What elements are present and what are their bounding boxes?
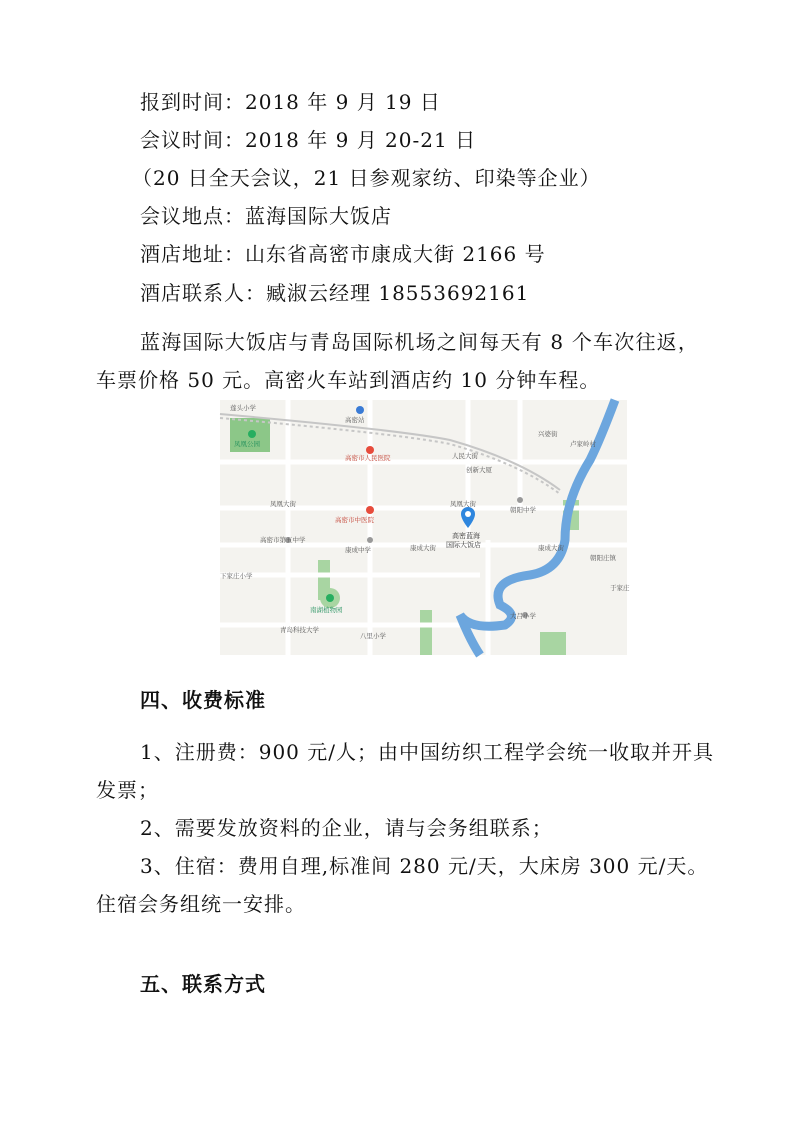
map-label-building: 创新大厦 [466,466,492,474]
hospital-icon-2 [366,506,374,514]
map-label-street-fenghuang: 凤凰大街 [270,500,296,508]
meeting-venue: 会议地点：蓝海国际大饭店 [140,204,392,228]
map-label-xingjiang: 兴婆街 [538,430,558,438]
map-label-school5: 高密市第五中学 [260,536,306,544]
map-label-botanic: 南湖植物园 [310,606,343,614]
botanic-icon [326,594,334,602]
map-label-kangcheng-school: 康成中学 [345,546,371,554]
fee-item-1-line-2: 发票； [96,778,159,802]
school-icon-3 [517,497,523,503]
hospital-icon-1 [366,446,374,454]
location-map[interactable] [220,400,630,655]
park-icon [248,430,256,438]
map-label-street-fenghuang-2: 凤凰大街 [450,500,476,508]
contact-heading: 五、联系方式 [140,972,266,996]
map-label-hospital2: 高密市中医院 [335,516,374,524]
meeting-schedule: （20 日全天会议，21 日参观家纺、印染等企业） [132,166,601,190]
map-label-chaoyang-town: 朝阳庄镇 [590,554,616,562]
fees-heading: 四、收费标准 [140,688,266,712]
map-label-bali: 八里小学 [360,632,386,640]
transport-line-2: 车票价格 50 元。高密火车站到酒店约 10 分钟车程。 [96,368,601,392]
map-label-school-top: 莲头小学 [230,404,256,412]
fee-item-2: 2、需要发放资料的企业，请与会务组联系； [140,816,553,840]
fee-item-1-line-1: 1、注册费：900 元/人；由中国纺织工程学会统一收取并开具 [140,740,714,764]
hotel-contact: 酒店联系人：臧淑云经理 18553692161 [140,281,530,305]
meeting-time: 会议时间：2018 年 9 月 20-21 日 [140,128,477,152]
map-label-hospital1: 高密市人民医院 [345,454,391,462]
river [460,400,615,655]
map-label-chaoyang: 朝阳中学 [510,506,536,514]
school-icon-2 [367,537,373,543]
map-label-street-renmin: 人民大街 [452,452,478,460]
map-label-xiajiazhuang: 下家庄小学 [220,572,253,580]
hotel-pin-icon [461,507,475,528]
map-label-park: 凤凰公园 [234,440,260,448]
checkin-time: 报到时间：2018 年 9 月 19 日 [140,90,441,114]
map-label-street-kangcheng-2: 康成大街 [538,544,564,552]
fee-item-3-line-2: 住宿会务组统一安排。 [96,892,306,916]
green-strip-2 [420,610,432,655]
fee-item-3-line-1: 3、住宿：费用自理,标准间 280 元/天，大床房 300 元/天。 [140,854,709,878]
transport-line-1: 蓝海国际大饭店与青岛国际机场之间每天有 8 个车次往返， [140,330,700,354]
map-label-lujia: 卢家岭村 [570,440,596,448]
station-icon [356,406,364,414]
map-label-yuzhuang: 于家庄 [610,584,630,592]
green-strip-3 [540,632,566,655]
map-canvas [220,400,630,655]
map-label-hotel-1: 高密蓝海 [452,532,480,540]
map-label-street-kangcheng-1: 康成大街 [410,544,436,552]
map-label-dalv: 大吕小学 [510,612,536,620]
map-label-university: 青岛科技大学 [280,626,319,634]
hotel-address: 酒店地址：山东省高密市康成大街 2166 号 [140,242,546,266]
map-label-station: 高密站 [345,416,365,424]
map-label-hotel-2: 国际大饭店 [446,541,481,549]
